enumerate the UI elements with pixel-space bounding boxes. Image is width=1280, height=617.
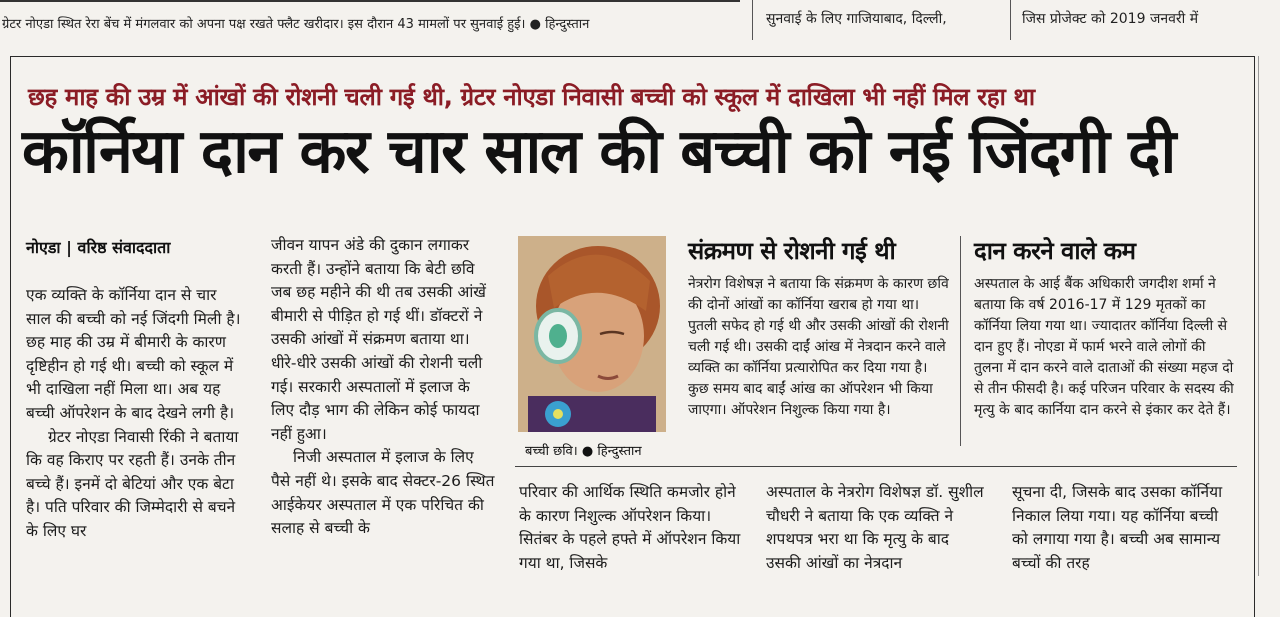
article-kicker: छह माह की उम्र में आंखों की रोशनी चली गई थी, ग्रेटर नोएडा निवासी बच्ची को स्कूल में दाखिला भी नहीं मिल रहा था: [28, 83, 1035, 111]
girl-photo-illustration: [518, 236, 666, 432]
box-divider: [960, 236, 961, 446]
box2-text: अस्पताल के आई बैंक अधिकारी जगदीश शर्मा ने बताया कि वर्ष 2016-17 में 129 मृतकों का कॉर्निया लिया गया था। ज्यादातर कॉर्निया दिल्ली से दान हुए हैं। नोएडा में फार्म भरने वाले लोगों की तुलना में दान करने वाले दाताओं की संख्या महज दो से तीन फीसदी है। कई परिजन परिवार के सदस्य की मृत्यु के बाद कार्निया दान करने से इंकार कर देते हैं।: [974, 276, 1234, 418]
article-column-1: [26, 284, 246, 544]
article-headline: कॉर्निया दान कर चार साल की बच्ची को नई जिंदगी दी: [22, 116, 1175, 187]
byline: नोएडा | वरिष्ठ संवाददाता: [26, 238, 171, 257]
article-column-3: परिवार की आर्थिक स्थिति कमजोर होने के कारण निशुल्क ऑपरेशन किया। सितंबर के पहले हफ्ते में ऑपरेशन किया गया था, जिसके: [519, 483, 741, 572]
photo-caption: बच्ची छवि। ● हिन्दुस्तान: [525, 444, 642, 459]
article-column-5: सूचना दी, जिसके बाद उसका कॉर्निया निकाल लिया गया। यह कॉर्निया बच्ची को लगाया गया है। बच्ची अब सामान्य बच्चों की तरह: [1012, 483, 1223, 572]
article-column-4: अस्पताल के नेत्ररोग विशेषज्ञ डॉ. सुशील चौधरी ने बताया कि एक व्यक्ति ने शपथपत्र भरा था कि मृत्यु के बाद उसकी आंखों का नेत्रदान: [766, 483, 984, 572]
box2-heading: दान करने वाले कम: [974, 237, 1136, 265]
top-col2-text: सुनवाई के लिए गाजियाबाद, दिल्ली,: [766, 11, 947, 27]
paragraph: ग्रेटर नोएडा निवासी रिंकी ने बताया कि वह किराए पर रहती हैं। उनके तीन बच्चे हैं। इनमें दो बेटियां और एक बेटा है। पति परिवार की जिम्मेदारी से बचने के लिए घर: [26, 427, 239, 540]
top-divider: [752, 0, 753, 40]
box1-text: नेत्ररोग विशेषज्ञ ने बताया कि संक्रमण के कारण छवि की दोनों आंखों का कॉर्निया खराब हो गया था। पुतली सफेद हो गई थी और उसकी आंखों की रोशनी चली गई थी। उसकी दाईं आंख में नेत्रदान करने वाले व्यक्ति का कॉर्निया प्रत्यारोपित कर दिया गया है। कुछ समय बाद बाईं आंख का ऑपरेशन भी किया जाएगा। ऑपरेशन निशुल्क किया गया है।: [688, 276, 949, 418]
paragraph: एक व्यक्ति के कॉर्निया दान से चार साल की बच्ची को नई जिंदगी मिली है। छह माह की उम्र में बीमारी के कारण दृष्टिहीन हो गई थी। बच्ची को स्कूल में भी दाखिला नहीं मिला था। अब यह बच्ची ऑपरेशन के बाद देखने लगी है।: [26, 286, 241, 422]
box1-heading: संक्रमण से रोशनी गई थी: [688, 237, 896, 265]
box-bottom-rule: [515, 466, 1237, 467]
top-rule: [0, 0, 740, 2]
page-edge-rule: [1258, 56, 1259, 576]
top-photo-caption: ग्रेटर नोएडा स्थित रेरा बेंच में मंगलवार को अपना पक्ष रखते फ्लैट खरीदार। इस दौरान 43 मामलों पर सुनवाई हुई। ● हिन्दुस्तान: [2, 17, 590, 32]
paragraph: जीवन यापन अंडे की दुकान लगाकर करती हैं। उन्होंने बताया कि बेटी छवि जब छह महीने की थी तब उसकी आंखें बीमारी से पीड़ित हो गई थीं। डॉक्टरों ने उसकी आंखों में संक्रमण बताया था। धीरे-धीरे उसकी आंखों की रोशनी चली गई। सरकारी अस्पतालों में इलाज के लिए दौड़ भाग की लेकिन कोई फायदा नहीं हुआ।: [271, 236, 486, 443]
girl-photo: [518, 236, 666, 432]
paragraph: निजी अस्पताल में इलाज के लिए पैसे नहीं थे। इसके बाद सेक्टर-26 स्थित आईकेयर अस्पताल में एक परिचित की सलाह से बच्ची के: [271, 448, 495, 538]
top-divider: [1010, 0, 1011, 40]
article-column-2: [271, 234, 497, 541]
top-col3-text: जिस प्रोजेक्ट को 2019 जनवरी में: [1022, 11, 1199, 27]
